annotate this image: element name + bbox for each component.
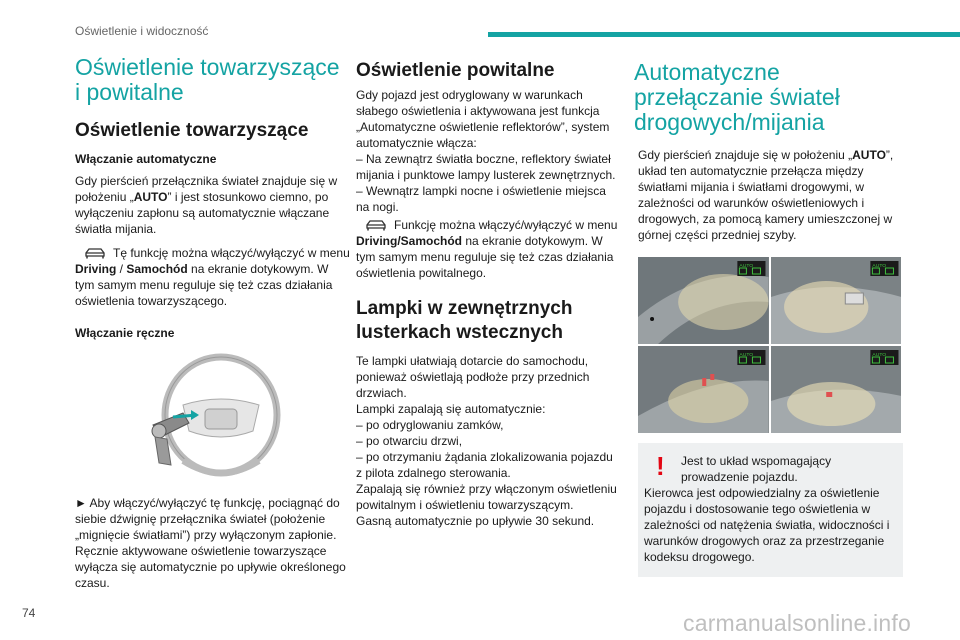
text-fragment: / [116, 262, 127, 276]
text-fragment: ”, układ ten automatycznie przełącza między światłami mijania i światłami drogowymi, w zależności od warunków oświetleniowych i drogowych, za pomocą kamery umieszczonej w górnej części przedniej szyby. [638, 148, 894, 242]
auto-badge: AUTO [739, 352, 754, 358]
list-item: – Wewnątrz lampki nocne i oświetlenie miejsca na nogi. [356, 184, 606, 214]
paragraph-mirror-1: Te lampki ułatwiają dotarcie do samochodu, ponieważ oświetlają podłoże przy przednich drzwiach. [356, 354, 590, 400]
car-icon [365, 219, 387, 231]
subheading-auto: Włączanie automatyczne [75, 152, 217, 166]
paragraph-welcome: Gdy pojazd jest odryglowany w warunkach słabego oświetlenia i aktywowana jest funkcja „Automatyczne oświetlenie reflektorów”, system automatycznie włącza: [356, 88, 610, 150]
subheading-manual: Włączanie ręczne [75, 326, 175, 340]
note-escort [75, 245, 350, 309]
paragraph-mirror-2: Lampki zapalają się automatycznie: [356, 402, 546, 416]
paragraph-auto-beam [638, 147, 903, 243]
text-fragment: na ekranie dotykowym. W tym samym menu reguluje się też czas działania oświetlenia powitalnego. [356, 234, 614, 280]
note-welcome-text [356, 217, 622, 281]
text-fragment: na ekranie dotykowym. W tym samym menu reguluje się też czas działania oświetlenia towarzyszącego. [75, 262, 333, 308]
paragraph-auto [75, 173, 350, 237]
text-fragment: Gdy pierścień znajduje się w położeniu „ [638, 148, 853, 162]
column-middle [356, 55, 622, 529]
auto-badge: AUTO [739, 263, 754, 269]
warning-box [638, 443, 903, 577]
text-fragment: Tę funkcję można włączyć/wyłączyć w menu [113, 246, 350, 260]
warning-exclamation-icon: ! [656, 451, 665, 481]
column-right [634, 55, 903, 577]
text-bold-driving: Driving [75, 262, 117, 276]
watermark: carmanualsonline.info [683, 610, 911, 636]
paragraph-manual: ► Aby włączyć/wyłączyć tę funkcję, pociągnąć do siebie dźwignię przełącznika świateł (położenie „mignięcie światłami”) przy wyłączonym zapłonie. [75, 496, 340, 542]
section-heading-welcome: Oświetlenie powitalne [356, 60, 555, 81]
text-fragment: Gdy pierścień przełącznika świateł znajduje się w położeniu „ [75, 174, 338, 204]
photo-scene-2 [771, 257, 902, 344]
list-item: – po otwarciu drzwi, [356, 434, 463, 448]
page-number: 74 [22, 606, 36, 620]
header-title: Oświetlenie i widoczność [75, 24, 209, 38]
photo-scene-4 [771, 346, 902, 433]
list-item: – Na zewnątrz światła boczne, reflektory świateł mijania i punktowe lampy lusterek zewnętrznych. [356, 152, 616, 182]
text-bold-auto: AUTO [133, 190, 168, 204]
text-bold-samochod: Samochód [126, 262, 188, 276]
section-heading-mirror-lamps: Lampki w zewnętrznych lusterkach wstecznych [356, 298, 573, 343]
steering-wheel-illustration [75, 353, 350, 485]
paragraph-mirror-4: Gasną automatycznie po upływie 30 sekund. [356, 514, 595, 528]
text-bold-driving-samochod: Driving/Samochód [356, 234, 463, 248]
text-fragment: ” i jest stosunkowo ciemno, po wyłączeniu zapłonu są automatycznie włączane światła mijania. [75, 190, 330, 236]
section-title-auto-beam: Automatyczne przełączanie świateł drogowych/mijania [634, 59, 840, 135]
paragraph-manual-2: Ręcznie aktywowane oświetlenie towarzyszące wyłącza się automatycznie po upływie określonego czasu. [75, 544, 346, 590]
note-escort-text [75, 245, 350, 309]
auto-badge: AUTO [871, 352, 886, 358]
warning-first-line [644, 453, 895, 485]
photo-scene-1 [638, 257, 769, 344]
list-item: – po otrzymaniu żądania zlokalizowania pojazdu z pilota zdalnego sterowania. [356, 450, 613, 480]
column-left [75, 55, 350, 591]
list-item: – po odryglowaniu zamków, [356, 418, 504, 432]
text-bold-auto: AUTO [852, 148, 886, 162]
note-welcome [356, 217, 622, 281]
photo-scene-3 [638, 346, 769, 433]
paragraph-mirror-3: Zapalają się również przy włączonym oświetleniu powitalnym i oświetleniu towarzyszącym. [356, 482, 617, 512]
section-heading-escort: Oświetlenie towarzyszące [75, 120, 309, 141]
auto-badge: AUTO [871, 263, 886, 269]
text-fragment: Funkcję można włączyć/wyłączyć w menu [394, 218, 618, 232]
car-icon [84, 247, 106, 259]
page-title: Oświetlenie towarzyszące i powitalne [75, 54, 340, 105]
warning-text-1: Jest to układ wspomagający prowadzenie pojazdu. [681, 454, 832, 484]
header-accent-bar [488, 32, 960, 37]
auto-beam-illustration [638, 257, 901, 433]
warning-text-2: Kierowca jest odpowiedzialny za oświetlenie pojazdu i dostosowanie tego oświetlenia w zależności od natężenia światła, widoczności i warunków drogowych oraz za przestrzeganie kodeksu drogowego. [644, 486, 890, 564]
